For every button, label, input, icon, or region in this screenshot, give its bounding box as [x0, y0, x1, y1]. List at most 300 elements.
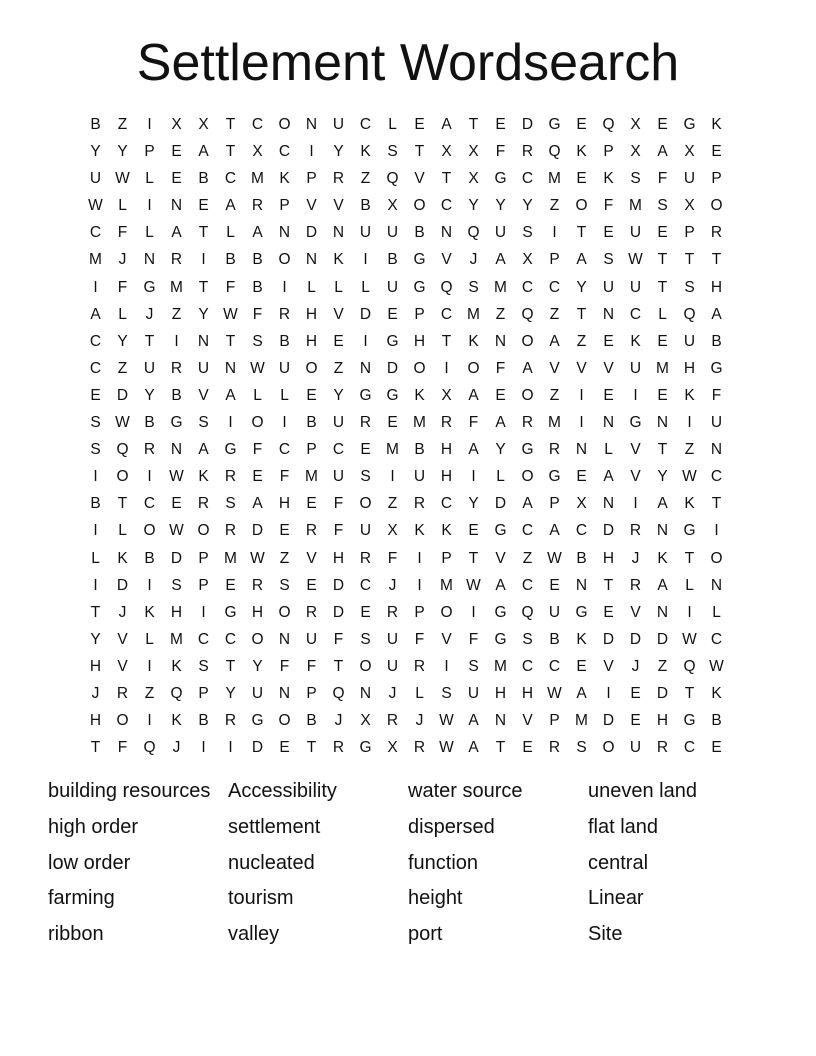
- word-list-item: port: [408, 923, 443, 946]
- grid-letter: N: [278, 224, 291, 242]
- grid-letter: M: [305, 468, 318, 486]
- page-title: Settlement Wordsearch: [136, 34, 680, 92]
- grid-letter: W: [223, 305, 238, 323]
- grid-letter: F: [468, 414, 479, 432]
- grid-letter: G: [251, 712, 264, 730]
- grid-letter: E: [387, 305, 398, 323]
- grid-letter: C: [521, 522, 534, 540]
- grid-letter: N: [170, 441, 183, 459]
- grid-letter: E: [387, 414, 398, 432]
- grid-letter: I: [309, 143, 314, 161]
- grid-letter: W: [682, 468, 697, 486]
- grid-letter: C: [440, 305, 453, 323]
- grid-letter: D: [116, 576, 129, 594]
- grid-letter: A: [468, 739, 479, 757]
- grid-letter: W: [466, 576, 481, 594]
- grid-letter: H: [278, 495, 291, 513]
- grid-letter: P: [549, 712, 560, 730]
- grid-letter: T: [441, 170, 452, 188]
- grid-letter: Y: [333, 386, 344, 404]
- grid-letter: N: [656, 603, 669, 621]
- grid-letter: H: [683, 359, 696, 377]
- grid-letter: E: [576, 657, 587, 675]
- grid-letter: G: [683, 522, 696, 540]
- grid-letter: B: [225, 251, 236, 269]
- grid-letter: C: [575, 522, 588, 540]
- grid-letter: I: [147, 116, 152, 133]
- grid-letter: X: [198, 116, 209, 133]
- grid-letter: C: [89, 359, 102, 377]
- grid-letter: Z: [171, 305, 182, 323]
- grid-letter: U: [359, 522, 372, 540]
- grid-letter: O: [521, 386, 534, 404]
- grid-letter: X: [441, 143, 452, 161]
- grid-letter: N: [359, 684, 372, 702]
- grid-letter: B: [144, 414, 155, 432]
- grid-letter: I: [282, 278, 287, 296]
- grid-letter: B: [549, 630, 560, 648]
- grid-letter: S: [279, 576, 290, 594]
- grid-letter: Q: [548, 143, 561, 161]
- grid-letter: P: [306, 684, 317, 702]
- grid-letter: X: [387, 197, 398, 215]
- grid-letter: H: [440, 468, 453, 486]
- grid-letter: L: [685, 576, 694, 594]
- grid-letter: L: [496, 468, 505, 486]
- grid-letter: Q: [521, 603, 534, 621]
- grid-letter: C: [683, 739, 696, 757]
- grid-letter: O: [710, 197, 723, 215]
- grid-letter: U: [629, 224, 642, 242]
- grid-letter: S: [252, 332, 263, 350]
- grid-letter: B: [90, 495, 101, 513]
- grid-letter: Y: [252, 657, 263, 675]
- grid-letter: T: [711, 495, 722, 513]
- grid-letter: V: [414, 170, 425, 188]
- grid-letter: C: [359, 576, 372, 594]
- grid-letter: I: [633, 495, 638, 513]
- grid-letter: W: [169, 522, 184, 540]
- grid-letter: P: [198, 549, 209, 567]
- grid-letter: N: [305, 251, 318, 269]
- grid-letter: K: [603, 170, 614, 188]
- grid-letter: X: [684, 143, 695, 161]
- grid-letter: A: [495, 414, 506, 432]
- grid-letter: E: [522, 739, 533, 757]
- grid-letter: I: [552, 224, 557, 242]
- grid-letter: U: [683, 332, 696, 350]
- grid-letter: V: [333, 305, 344, 323]
- grid-letter: G: [494, 603, 507, 621]
- grid-letter: A: [171, 224, 182, 242]
- grid-letter: R: [278, 305, 291, 323]
- grid-letter: D: [656, 684, 669, 702]
- grid-letter: A: [576, 684, 587, 702]
- grid-letter: A: [549, 332, 560, 350]
- grid-letter: Y: [90, 630, 101, 648]
- grid-letter: L: [145, 630, 154, 648]
- grid-letter: C: [224, 630, 237, 648]
- grid-letter: U: [143, 359, 156, 377]
- grid-letter: Q: [683, 657, 696, 675]
- grid-letter: P: [198, 576, 209, 594]
- word-list-item: Linear: [588, 887, 644, 910]
- grid-letter: R: [359, 549, 372, 567]
- grid-letter: L: [415, 684, 424, 702]
- grid-letter: A: [603, 468, 614, 486]
- grid-letter: T: [306, 739, 317, 757]
- grid-letter: Y: [468, 495, 479, 513]
- grid-letter: T: [657, 251, 668, 269]
- grid-letter: Y: [117, 143, 128, 161]
- grid-letter: E: [468, 522, 479, 540]
- grid-letter: G: [629, 414, 642, 432]
- grid-letter: M: [494, 657, 507, 675]
- grid-letter: E: [711, 143, 722, 161]
- grid-letter: H: [494, 684, 507, 702]
- grid-letter: G: [494, 630, 507, 648]
- grid-letter: E: [603, 224, 614, 242]
- word-list-item: water source: [408, 780, 523, 802]
- grid-letter: X: [441, 386, 452, 404]
- grid-letter: D: [602, 630, 615, 648]
- grid-letter: Y: [333, 143, 344, 161]
- grid-letter: J: [388, 576, 397, 594]
- grid-letter: Z: [549, 386, 560, 404]
- grid-letter: S: [468, 657, 479, 675]
- grid-letter: L: [118, 197, 127, 215]
- grid-letter: A: [495, 251, 506, 269]
- grid-letter: Z: [387, 495, 398, 513]
- grid-letter: X: [171, 116, 182, 133]
- grid-letter: I: [714, 522, 719, 540]
- grid-letter: T: [468, 549, 479, 567]
- grid-letter: W: [439, 712, 454, 730]
- word-list-item: dispersed: [408, 815, 495, 838]
- grid-letter: V: [306, 549, 317, 567]
- grid-letter: E: [306, 495, 317, 513]
- grid-letter: R: [548, 739, 561, 757]
- grid-letter: J: [91, 684, 100, 702]
- grid-letter: S: [90, 441, 101, 459]
- grid-letter: E: [279, 522, 290, 540]
- grid-letter: Q: [386, 170, 399, 188]
- grid-letter: A: [90, 305, 101, 323]
- grid-letter: R: [251, 197, 264, 215]
- grid-letter: U: [494, 224, 507, 242]
- grid-letter: A: [468, 712, 479, 730]
- grid-letter: L: [307, 278, 316, 296]
- grid-letter: Q: [521, 305, 534, 323]
- grid-letter: H: [602, 549, 615, 567]
- grid-letter: G: [386, 332, 399, 350]
- grid-letter: E: [657, 116, 668, 133]
- grid-letter: L: [388, 116, 397, 133]
- grid-letter: N: [710, 576, 723, 594]
- grid-letter: C: [521, 576, 534, 594]
- grid-letter: L: [226, 224, 235, 242]
- word-list-item: settlement: [228, 815, 321, 838]
- grid-letter: N: [143, 251, 156, 269]
- grid-letter: K: [657, 549, 668, 567]
- grid-letter: D: [359, 305, 372, 323]
- grid-letter: U: [332, 116, 345, 133]
- word-list-item: flat land: [588, 815, 659, 838]
- grid-letter: K: [711, 116, 722, 133]
- grid-letter: T: [684, 251, 695, 269]
- grid-letter: R: [413, 739, 426, 757]
- grid-letter: I: [633, 386, 638, 404]
- grid-letter: W: [88, 197, 103, 215]
- grid-letter: E: [603, 386, 614, 404]
- grid-letter: A: [549, 522, 560, 540]
- grid-letter: F: [333, 495, 344, 513]
- grid-letter: M: [170, 630, 183, 648]
- grid-letter: U: [332, 414, 345, 432]
- grid-letter: I: [390, 468, 395, 486]
- grid-letter: C: [710, 630, 723, 648]
- grid-letter: Q: [332, 684, 345, 702]
- grid-letter: X: [630, 116, 641, 133]
- grid-letter: W: [628, 251, 643, 269]
- grid-letter: E: [657, 224, 668, 242]
- grid-letter: B: [252, 251, 263, 269]
- grid-letter: I: [174, 332, 179, 350]
- grid-letter: J: [631, 657, 640, 675]
- grid-letter: B: [414, 224, 425, 242]
- grid-letter: U: [629, 278, 642, 296]
- grid-letter: I: [687, 414, 692, 432]
- grid-letter: I: [93, 278, 98, 296]
- grid-letter: R: [413, 495, 426, 513]
- grid-letter: O: [116, 712, 129, 730]
- grid-letter: B: [306, 414, 317, 432]
- grid-letter: R: [359, 414, 372, 432]
- grid-letter: D: [494, 495, 507, 513]
- grid-letter: M: [656, 359, 669, 377]
- grid-letter: F: [603, 197, 614, 215]
- grid-letter: I: [93, 576, 98, 594]
- grid-letter: L: [253, 386, 262, 404]
- grid-letter: N: [575, 576, 588, 594]
- grid-letter: K: [576, 143, 587, 161]
- grid-letter: T: [333, 657, 344, 675]
- grid-letter: E: [711, 739, 722, 757]
- grid-letter: R: [224, 468, 237, 486]
- grid-letter: I: [201, 251, 206, 269]
- grid-letter: F: [711, 386, 722, 404]
- grid-letter: A: [657, 576, 668, 594]
- grid-letter: U: [548, 603, 561, 621]
- grid-letter: F: [117, 224, 128, 242]
- grid-letter: L: [604, 441, 613, 459]
- grid-letter: L: [145, 224, 154, 242]
- grid-letter: R: [656, 739, 669, 757]
- grid-letter: W: [439, 739, 454, 757]
- grid-letter: L: [712, 603, 721, 621]
- grid-letter: B: [360, 197, 371, 215]
- grid-letter: R: [629, 522, 642, 540]
- grid-letter: Y: [495, 441, 506, 459]
- grid-letter: F: [333, 630, 344, 648]
- grid-letter: E: [657, 332, 668, 350]
- grid-letter: I: [444, 657, 449, 675]
- grid-letter: H: [521, 684, 534, 702]
- grid-letter: T: [90, 603, 101, 621]
- grid-letter: Y: [144, 386, 155, 404]
- grid-letter: T: [198, 224, 209, 242]
- grid-letter: T: [657, 278, 668, 296]
- grid-letter: R: [224, 712, 237, 730]
- grid-letter: O: [197, 522, 210, 540]
- grid-letter: V: [441, 251, 452, 269]
- grid-letter: H: [170, 603, 183, 621]
- grid-letter: U: [467, 684, 480, 702]
- grid-letter: Z: [279, 549, 290, 567]
- grid-letter: P: [414, 603, 425, 621]
- word-list-item: nucleated: [228, 851, 315, 874]
- grid-letter: C: [521, 278, 534, 296]
- grid-letter: L: [118, 305, 127, 323]
- grid-letter: N: [197, 332, 210, 350]
- grid-letter: Y: [576, 278, 587, 296]
- grid-letter: O: [710, 549, 723, 567]
- grid-letter: E: [333, 332, 344, 350]
- grid-letter: J: [145, 305, 154, 323]
- grid-letter: M: [467, 305, 480, 323]
- grid-letter: T: [225, 657, 236, 675]
- grid-letter: O: [251, 414, 264, 432]
- grid-letter: K: [333, 251, 344, 269]
- grid-letter: F: [414, 630, 425, 648]
- grid-letter: I: [417, 576, 422, 594]
- grid-letter: A: [522, 495, 533, 513]
- grid-letter: A: [657, 495, 668, 513]
- grid-letter: V: [306, 197, 317, 215]
- grid-letter: N: [575, 441, 588, 459]
- grid-letter: O: [116, 468, 129, 486]
- grid-letter: I: [147, 657, 152, 675]
- grid-letter: A: [252, 495, 263, 513]
- grid-letter: E: [198, 197, 209, 215]
- grid-letter: T: [441, 332, 452, 350]
- grid-letter: D: [251, 739, 264, 757]
- grid-letter: I: [228, 739, 233, 757]
- grid-letter: K: [360, 143, 371, 161]
- grid-letter: B: [144, 549, 155, 567]
- grid-letter: O: [575, 197, 588, 215]
- grid-letter: H: [305, 332, 318, 350]
- grid-letter: S: [441, 684, 452, 702]
- grid-letter: U: [386, 657, 399, 675]
- grid-letter: L: [658, 305, 667, 323]
- grid-letter: W: [250, 549, 265, 567]
- grid-letter: T: [684, 684, 695, 702]
- grid-letter: I: [147, 468, 152, 486]
- grid-letter: A: [252, 224, 263, 242]
- word-list-item: ribbon: [48, 923, 104, 946]
- word-list-item: function: [408, 851, 479, 874]
- grid-letter: F: [279, 468, 290, 486]
- grid-letter: R: [116, 684, 129, 702]
- grid-letter: U: [386, 278, 399, 296]
- grid-letter: K: [576, 630, 587, 648]
- grid-letter: R: [197, 495, 210, 513]
- grid-letter: T: [225, 332, 236, 350]
- grid-letter: E: [630, 712, 641, 730]
- grid-letter: N: [359, 359, 372, 377]
- grid-letter: E: [495, 386, 506, 404]
- grid-letter: L: [334, 278, 343, 296]
- grid-letter: Q: [602, 116, 615, 133]
- grid-letter: F: [495, 143, 506, 161]
- grid-letter: A: [522, 359, 533, 377]
- grid-letter: T: [198, 278, 209, 296]
- grid-letter: X: [360, 712, 371, 730]
- word-list-item: height: [408, 887, 463, 910]
- grid-letter: W: [547, 549, 562, 567]
- grid-letter: V: [630, 603, 641, 621]
- grid-letter: T: [90, 739, 101, 757]
- grid-letter: H: [440, 441, 453, 459]
- grid-letter: Y: [522, 197, 533, 215]
- grid-letter: F: [387, 549, 398, 567]
- grid-letter: A: [225, 386, 236, 404]
- grid-letter: Y: [495, 197, 506, 215]
- grid-letter: I: [363, 251, 368, 269]
- grid-letter: T: [576, 224, 587, 242]
- grid-letter: I: [471, 468, 476, 486]
- grid-letter: R: [521, 143, 534, 161]
- grid-letter: K: [441, 522, 452, 540]
- grid-letter: B: [279, 332, 290, 350]
- grid-letter: S: [684, 278, 695, 296]
- grid-letter: Z: [495, 305, 506, 323]
- grid-letter: V: [117, 657, 128, 675]
- grid-letter: E: [576, 468, 587, 486]
- grid-letter: C: [251, 116, 264, 133]
- grid-letter: T: [117, 495, 128, 513]
- grid-letter: Z: [549, 305, 560, 323]
- grid-letter: F: [279, 657, 290, 675]
- word-list-item: low order: [48, 851, 131, 874]
- grid-letter: P: [414, 305, 425, 323]
- grid-letter: M: [440, 576, 453, 594]
- grid-letter: U: [629, 739, 642, 757]
- grid-letter: K: [198, 468, 209, 486]
- grid-letter: X: [387, 522, 398, 540]
- grid-letter: L: [91, 549, 100, 567]
- grid-letter: T: [603, 576, 614, 594]
- grid-letter: I: [606, 684, 611, 702]
- grid-letter: O: [305, 359, 318, 377]
- grid-letter: K: [684, 386, 695, 404]
- grid-letter: I: [579, 414, 584, 432]
- grid-letter: E: [630, 684, 641, 702]
- grid-letter: Y: [657, 468, 668, 486]
- grid-letter: C: [224, 170, 237, 188]
- grid-letter: S: [198, 657, 209, 675]
- grid-letter: S: [657, 197, 668, 215]
- grid-letter: C: [89, 224, 102, 242]
- grid-letter: K: [711, 684, 722, 702]
- grid-letter: A: [711, 305, 722, 323]
- grid-letter: F: [252, 441, 263, 459]
- grid-letter: C: [440, 495, 453, 513]
- grid-letter: K: [279, 170, 290, 188]
- grid-letter: Z: [549, 197, 560, 215]
- grid-letter: C: [440, 197, 453, 215]
